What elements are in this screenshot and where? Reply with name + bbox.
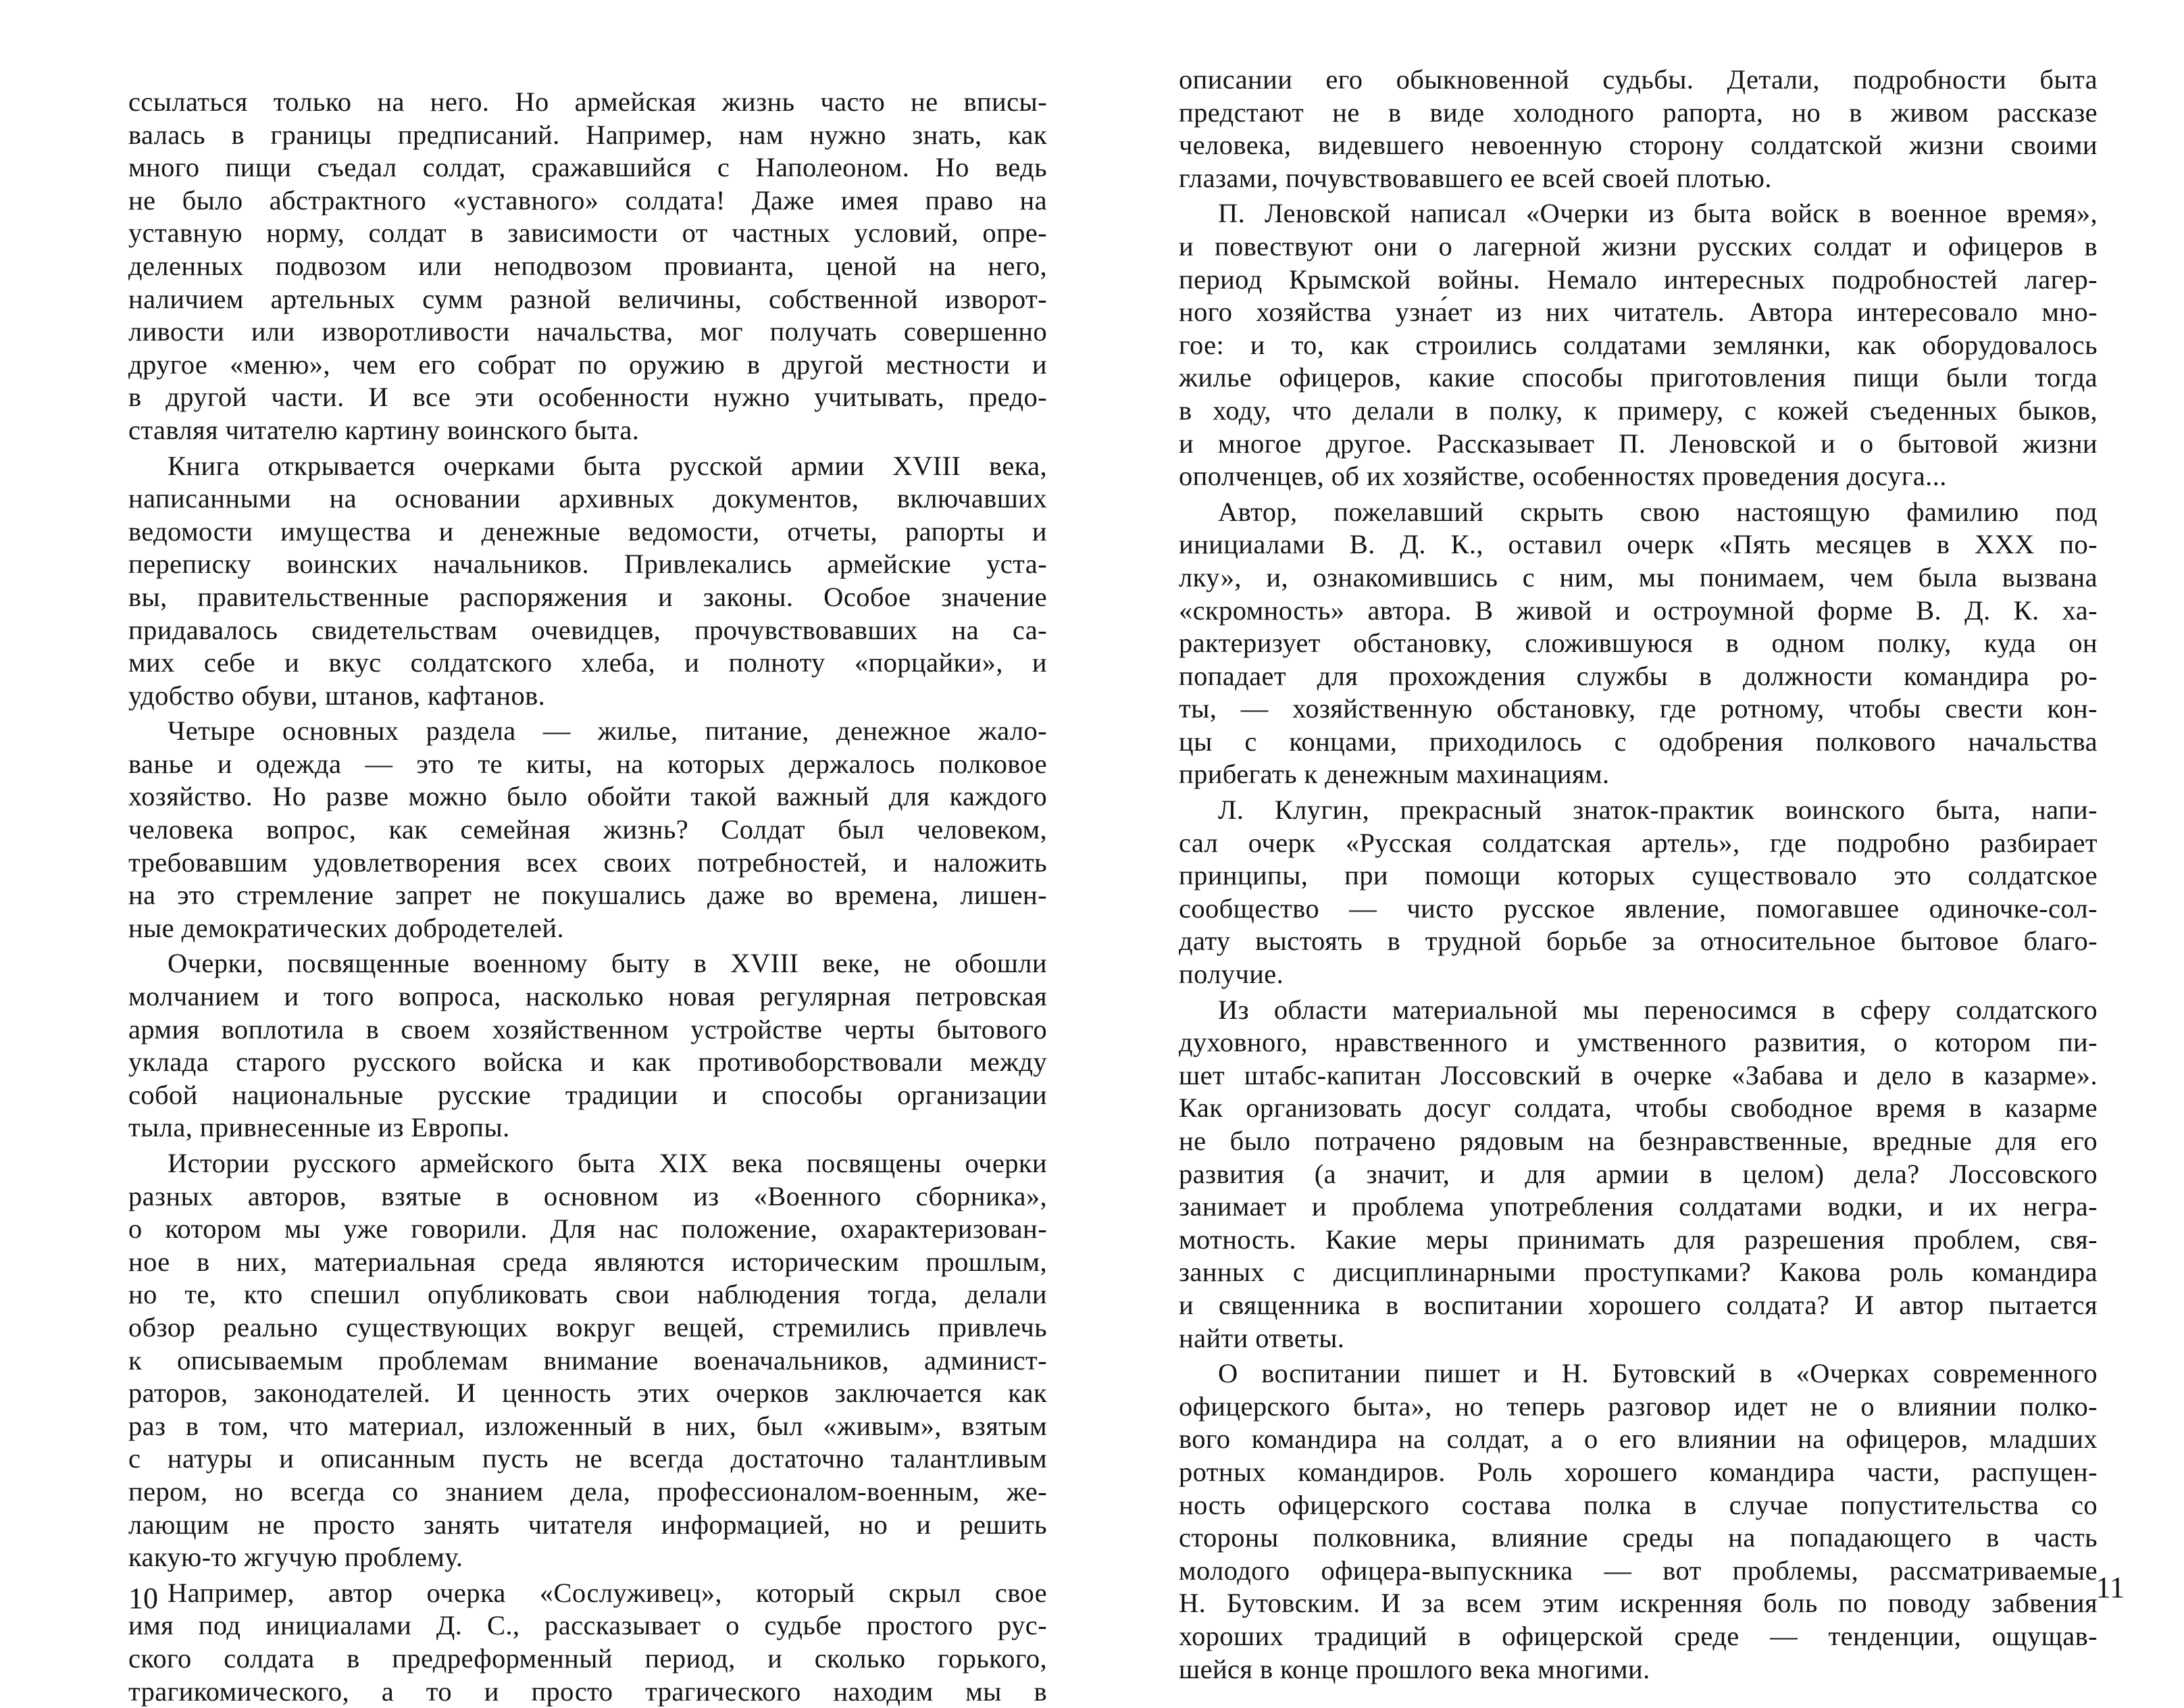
text-line: не было потрачено рядовым на безнравственные, вредные для его [1179, 1125, 2098, 1158]
text-line: инициалами В. Д. К., оставил очерк «Пять месяцев в XXX по- [1179, 528, 2098, 561]
text-line: принципы, при помощи которых существовало это солдатское [1179, 859, 2098, 893]
paragraph [128, 86, 1047, 447]
text-line: Например, автор очерка «Сослуживец», который скрыл свое [128, 1577, 1047, 1610]
text-line: и повествуют они о лагерной жизни русских солдат и офицеров в [1179, 230, 2098, 263]
text-line: пером, но всегда со знанием дела, профессионалом-военным, же- [128, 1476, 1047, 1509]
text-line: уставную норму, солдат в зависимости от частных условий, опре- [128, 217, 1047, 250]
text-line: наличием артельных сумм разной величины, собственной изворот- [128, 283, 1047, 316]
text-line: переписку воинских начальников. Привлекались армейские уста- [128, 548, 1047, 581]
paragraph [128, 1147, 1047, 1574]
paragraph [1179, 64, 2098, 195]
text-line: ливости или изворотливости начальства, мог получать совершенно [128, 316, 1047, 349]
text-line: молчанием и того вопроса, насколько новая регулярная петровская [128, 980, 1047, 1013]
text-line: Л. Клугин, прекрасный знаток-практик воинского быта, напи- [1179, 794, 2098, 827]
text-line: написанными на основании архивных документов, включавших [128, 482, 1047, 516]
text-line: Очерки, посвященные военному быту в XVIII веке, не обошли [128, 947, 1047, 980]
text-line: Истории русского армейского быта XIX века посвящены очерки [128, 1147, 1047, 1180]
text-line: ное в них, материальная среда являются историческим прошлым, [128, 1246, 1047, 1279]
text-line: дату выстоять в трудной борьбе за относительное бытовое благо- [1179, 925, 2098, 958]
text-line: сообщество — чисто русское явление, помогавшее одиночке-сол- [1179, 893, 2098, 926]
text-line: молодого офицера-выпускника — вот проблемы, рассматриваемые [1179, 1555, 2098, 1588]
page-number-right: 11 [2096, 1570, 2125, 1605]
text-line: Автор, пожелавший скрыть свою настоящую фамилию под [1179, 496, 2098, 529]
text-line: шет штабс-капитан Лоссовский в очерке «Забава и дело в казарме». [1179, 1059, 2098, 1092]
paragraph [128, 450, 1047, 713]
text-line: обзор реально существующих вокруг вещей, стремились привлечь [128, 1311, 1047, 1345]
text-line: в другой части. И все эти особенности нужно учитывать, предо- [128, 381, 1047, 414]
text-line: имя под инициалами Д. С., рассказывает о судьбе простого рус- [128, 1609, 1047, 1642]
text-line: в ходу, что делали в полку, к примеру, с кожей съеденных быков, [1179, 395, 2098, 428]
text-line: Как организовать досуг солдата, чтобы свободное время в казарме [1179, 1092, 2098, 1125]
text-line: шейся в конце прошлого века многими. [1179, 1653, 2098, 1686]
text-line: человека вопрос, как семейная жизнь? Солдат был человеком, [128, 813, 1047, 847]
paragraph [1179, 1357, 2098, 1686]
text-line: Из области материальной мы переносимся в сферу солдатского [1179, 994, 2098, 1027]
text-line: описании его обыкновенной судьбы. Детали, подробности быта [1179, 64, 2098, 97]
paragraph [1179, 794, 2098, 991]
text-line: П. Леновской написал «Очерки из быта войск в военное время», [1179, 197, 2098, 230]
text-line: трагикомического, а то и просто трагического находим мы в [128, 1676, 1047, 1708]
text-line: офицерского быта», но теперь разговор идет не о влиянии полко- [1179, 1390, 2098, 1424]
text-line: мих себе и вкус солдатского хлеба, и полноту «порцайки», и [128, 647, 1047, 680]
text-line: ставляя читателю картину воинского быта. [128, 414, 1047, 447]
text-line: разных авторов, взятые в основном из «Военного сборника», [128, 1180, 1047, 1213]
text-line: вы, правительственные распоряжения и законы. Особое значение [128, 581, 1047, 614]
text-line: ведомости имущества и денежные ведомости, отчеты, рапорты и [128, 516, 1047, 549]
text-line: ссылаться только на него. Но армейская жизнь часто не вписы- [128, 86, 1047, 119]
text-line: собой национальные русские традиции и способы организации [128, 1079, 1047, 1112]
text-line: ского солдата в предреформенный период, и сколько горького, [128, 1642, 1047, 1676]
text-line: ты, — хозяйственную обстановку, где ротному, чтобы свести кон- [1179, 693, 2098, 726]
text-line: с натуры и описанным пусть не всегда достаточно талантливым [128, 1442, 1047, 1476]
text-line: стороны полковника, влияние среды на попадающего в часть [1179, 1522, 2098, 1555]
text-line: раз в том, что материал, изложенный в них, был «живым», взятым [128, 1410, 1047, 1443]
text-line: О воспитании пишет и Н. Бутовский в «Очерках современного [1179, 1357, 2098, 1390]
text-line: Книга открывается очерками быта русской армии XVIII века, [128, 450, 1047, 483]
text-line: требовавшим удовлетворения всех своих потребностей, и наложить [128, 847, 1047, 880]
text-line: мотность. Какие меры принимать для разрешения проблем, свя- [1179, 1224, 2098, 1257]
text-line: «скромность» автора. В живой и остроумной форме В. Д. К. ха- [1179, 595, 2098, 628]
left-page-text [128, 86, 1047, 1708]
text-line: получие. [1179, 958, 2098, 991]
text-line: человека, видевшего невоенную сторону солдатской жизни своими [1179, 129, 2098, 162]
text-line: период Крымской войны. Немало интересных подробностей лагер- [1179, 263, 2098, 297]
text-line: Н. Бутовским. И за всем этим искренняя боль по поводу забвения [1179, 1587, 2098, 1620]
text-line: и священника в воспитании хорошего солдата? И автор пытается [1179, 1289, 2098, 1322]
text-line: ные демократических добродетелей. [128, 912, 1047, 945]
paragraph [1179, 197, 2098, 493]
text-line: армия воплотила в своем хозяйственном устройстве черты бытового [128, 1013, 1047, 1047]
text-line: уклада старого русского войска и как противоборствовали между [128, 1046, 1047, 1079]
text-line: ного хозяйства узна́ет из них читатель. Автора интересовало мно- [1179, 296, 2098, 329]
text-line: цы с концами, приходилось с одобрения полкового начальства [1179, 726, 2098, 759]
text-line: раторов, законодателей. И ценность этих очерков заключается как [128, 1377, 1047, 1410]
text-line: Четыре основных раздела — жилье, питание, денежное жало- [128, 715, 1047, 748]
paragraph [1179, 496, 2098, 791]
text-line: ванье и одежда — это те киты, на которых держалось полковое [128, 748, 1047, 781]
text-line: к описываемым проблемам внимание военачальников, админист- [128, 1345, 1047, 1378]
text-line: и многое другое. Рассказывает П. Леновской и о бытовой жизни [1179, 428, 2098, 461]
text-line: найти ответы. [1179, 1322, 2098, 1355]
text-line: предстают не в виде холодного рапорта, но в живом рассказе [1179, 97, 2098, 130]
text-line: развития (а значит, и для армии в целом) дела? Лоссовского [1179, 1158, 2098, 1191]
text-line: рактеризует обстановку, сложившуюся в одном полку, куда он [1179, 627, 2098, 660]
text-line: другое «меню», чем его собрат по оружию в другой местности и [128, 349, 1047, 382]
text-line: прибегать к денежным махинациям. [1179, 758, 2098, 791]
text-line: ность офицерского состава полка в случае попустительства со [1179, 1489, 2098, 1522]
paragraph [128, 1577, 1047, 1708]
right-page-text [1179, 64, 2098, 1686]
text-line: духовного, нравственного и умственного развития, о котором пи- [1179, 1026, 2098, 1059]
text-line: занимает и проблема употребления солдатами водки, и их негра- [1179, 1190, 2098, 1224]
text-line: на это стремление запрет не покушались даже во времена, лишен- [128, 879, 1047, 912]
text-line: валась в границы предписаний. Например, нам нужно знать, как [128, 119, 1047, 152]
page-number-left: 10 [128, 1581, 158, 1615]
left-page [128, 0, 1074, 1644]
text-line: ополченцев, об их хозяйстве, особенностях проведения досуга... [1179, 460, 2098, 493]
text-line: придавалось свидетельствам очевидцев, прочувствовавших на са- [128, 614, 1047, 647]
right-page [1179, 64, 2125, 1707]
text-line: но те, кто спешил опубликовать свои наблюдения тогда, делали [128, 1278, 1047, 1311]
text-line: не было абстрактного «уставного» солдата! Даже имея право на [128, 184, 1047, 218]
text-line: какую-то жгучую проблему. [128, 1541, 1047, 1574]
text-line: хороших традиций в офицерской среде — тенденции, ощущав- [1179, 1620, 2098, 1653]
text-line: жилье офицеров, какие способы приготовления пищи были тогда [1179, 361, 2098, 395]
text-line: лку», и, ознакомившись с ним, мы понимаем, чем была вызвана [1179, 561, 2098, 595]
text-line: тыла, привнесенные из Европы. [128, 1111, 1047, 1145]
text-line: деленных подвозом или неподвозом провианта, ценой на него, [128, 250, 1047, 283]
text-line: глазами, почувствовавшего ее всей своей плотью. [1179, 162, 2098, 195]
text-line: вого командира на солдат, а о его влиянии на офицеров, младших [1179, 1423, 2098, 1456]
text-line: хозяйство. Но разве можно было обойти такой важный для каждого [128, 780, 1047, 813]
paragraph [128, 947, 1047, 1145]
text-line: ротных командиров. Роль хорошего командира части, распущен- [1179, 1456, 2098, 1489]
text-line: о котором мы уже говорили. Для нас положение, охарактеризован- [128, 1213, 1047, 1246]
paragraph [1179, 994, 2098, 1355]
text-line: удобство обуви, штанов, кафтанов. [128, 680, 1047, 713]
text-line: лающим не просто занять читателя информацией, но и решить [128, 1509, 1047, 1542]
paragraph [128, 715, 1047, 945]
text-line: сал очерк «Русская солдатская артель», где подробно разбирает [1179, 827, 2098, 860]
text-line: много пищи съедал солдат, сражавшийся с Наполеоном. Но ведь [128, 151, 1047, 184]
text-line: гое: и то, как строились солдатами землянки, как оборудовалось [1179, 329, 2098, 362]
text-line: занных с дисциплинарными проступками? Какова роль командира [1179, 1256, 2098, 1289]
text-line: попадает для прохождения службы в должности командира ро- [1179, 660, 2098, 693]
